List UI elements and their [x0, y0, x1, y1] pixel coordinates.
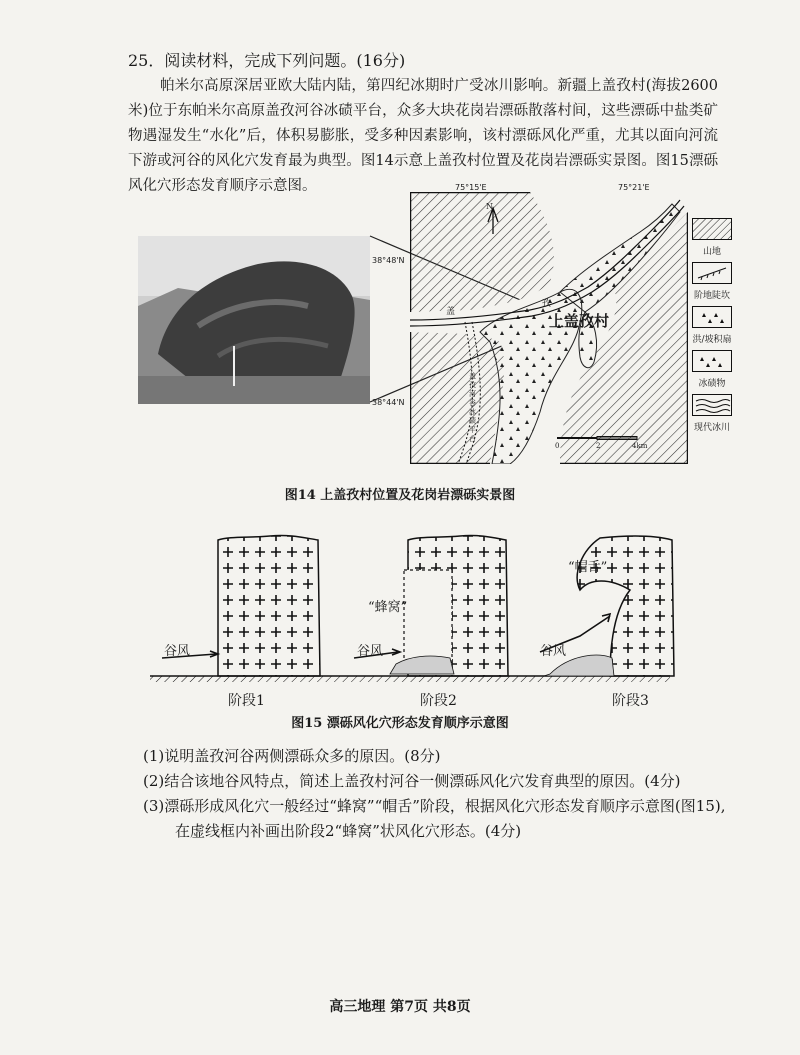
river-label: 盖 — [446, 307, 456, 317]
legend-label: 阶地陡坎 — [693, 291, 730, 301]
question-material: 帕米尔高原深居亚欧大陆内陆，第四纪冰期时广受冰川影响。新疆上盖孜村(海拔2600米)位于东帕米尔高原盖孜河谷冰碛平台，众多大块花岗岩漂砾散落村间，这些漂砾中盐类矿物遇湿发生“水化”后，体积易膨胀，受多种因素影响，该村漂砾风化严重，尤其以面向河流下游或河谷的风化穴发育最为典型。图14示意上盖孜村位置及花岗岩漂砾实景图。图15漂砾风化穴形态发育顺序示意图。 — [128, 78, 718, 194]
sub-question-1: (1)说明盖孜河谷两侧漂砾众多的原因。(8分) — [143, 747, 441, 765]
legend-label: 洪/坡积扇 — [692, 335, 732, 345]
river-label-2: 孜 — [542, 299, 552, 309]
weathering-stages-diagram — [140, 528, 680, 708]
terrace-label: 盖孜河谷冰碛平台 — [469, 372, 476, 443]
legend-item — [692, 394, 742, 438]
map-lat-top: 38°48'N — [372, 256, 405, 265]
boulder-photo — [138, 236, 370, 404]
figure-14-caption: 图14 上盖孜村位置及花岗岩漂砾实景图 — [284, 488, 516, 503]
scale-4: 4km — [632, 442, 648, 450]
legend-label: 现代冰川 — [693, 423, 730, 433]
legend-item — [692, 218, 742, 262]
map-lon-left: 75°15'E — [455, 183, 487, 192]
stage-3-label: 阶段3 — [612, 693, 649, 709]
stage-2-label: 阶段2 — [420, 693, 457, 709]
map-legend — [692, 218, 742, 438]
valley-wind-label-3: 谷风 — [540, 644, 567, 659]
village-label: 上盖孜村 — [549, 312, 610, 330]
map-lon-right: 75°21'E — [618, 183, 650, 192]
question-title: 25．阅读材料，完成下列问题。(16分) — [128, 51, 406, 70]
page-footer: 高三地理 第7页 共8页 — [329, 999, 471, 1015]
valley-wind-label-1: 谷风 — [164, 644, 191, 659]
figure-15-caption: 图15 漂砾风化穴形态发育顺序示意图 — [291, 716, 509, 731]
north-label: N — [486, 202, 493, 211]
scale-0: 0 — [555, 442, 560, 450]
sub-question-3-cont: 在虚线框内补画出阶段2“蜂窝”状风化穴形态。(4分) — [175, 822, 522, 840]
mountain-hatch-icon — [692, 218, 732, 240]
stage-1-label: 阶段1 — [228, 693, 265, 709]
legend-label: 山地 — [702, 247, 721, 257]
moraine-icon — [692, 350, 732, 372]
glacier-icon — [692, 394, 732, 416]
sub-question-2: (2)结合该地谷风特点，简述上盖孜村河谷一侧漂砾风化穴发育典型的原因。(4分) — [143, 772, 681, 790]
fan-icon — [692, 306, 732, 328]
hat-tongue-label: “帽舌” — [568, 560, 608, 575]
legend-item — [692, 306, 742, 350]
sub-questions — [143, 744, 753, 844]
honeycomb-label: “蜂窝” — [368, 600, 408, 615]
sub-question-3: (3)漂砾形成风化穴一般经过“蜂窝”“帽舌”阶段，根据风化穴形态发育顺序示意图(图15), — [143, 797, 726, 815]
terrace-scarp-icon — [692, 262, 732, 284]
legend-label: 冰碛物 — [698, 379, 726, 389]
legend-item — [692, 262, 742, 306]
scale-2: 2 — [596, 442, 601, 450]
valley-wind-label-2: 谷风 — [357, 644, 384, 659]
map-lat-bottom: 38°44'N — [372, 398, 405, 407]
legend-item — [692, 350, 742, 394]
